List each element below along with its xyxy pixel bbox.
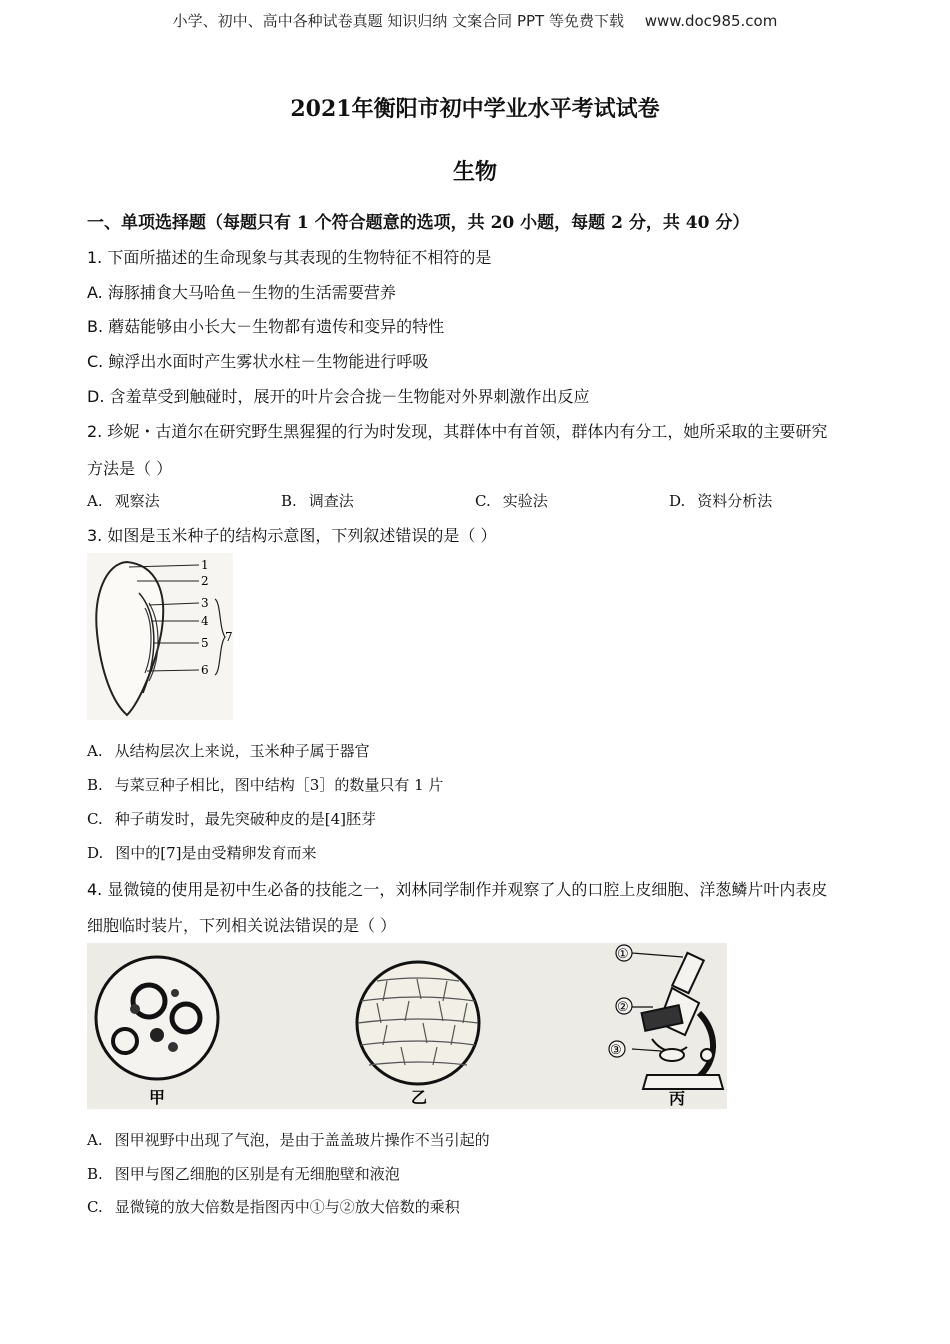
microscope-label-2: ② [617, 1000, 629, 1015]
page-header [0, 10, 950, 31]
q1-option-d: D. 含羞草受到触碰时，展开的叶片会合拢－生物能对外界刺激作出反应 [87, 387, 590, 406]
q2-option-c: C. 实验法 [475, 492, 548, 510]
header-site-link[interactable]: www.doc985.com [644, 12, 778, 30]
view-yi-circle [357, 962, 479, 1084]
q4-option-c: C. 显微镜的放大倍数是指图丙中①与②放大倍数的乘积 [87, 1198, 460, 1216]
view-jia [96, 957, 218, 1079]
microscope-base [643, 1075, 723, 1089]
label-7: 7 [225, 630, 233, 644]
q3-option-a: A. 从结构层次上来说，玉米种子属于器官 [87, 742, 370, 760]
exam-title: 2021年衡阳市初中学业水平考试试卷 [290, 96, 660, 122]
q3-option-c: C. 种子萌发时，最先突破种皮的是[4]胚芽 [87, 810, 376, 828]
q2-stem-line1: 2. 珍妮・古道尔在研究野生黑猩猩的行为时发现，其群体中有首领，群体内有分工，她所采取的主要研究 [87, 422, 828, 441]
microscope-figure [87, 943, 727, 1109]
corn-seed-figure [87, 553, 233, 720]
label-yi: 乙 [411, 1088, 428, 1107]
q4-stem-line2: 细胞临时装片，下列相关说法错误的是（ ） [87, 916, 397, 935]
microscope-label-3: ③ [610, 1043, 622, 1058]
q1-option-a: A. 海豚捕食大马哈鱼－生物的生活需要营养 [87, 283, 396, 302]
q2-stem-line2: 方法是（ ） [87, 459, 173, 478]
label-bing: 丙 [669, 1089, 686, 1108]
focus-knob [701, 1049, 713, 1061]
q4-option-b: B. 图甲与图乙细胞的区别是有无细胞壁和液泡 [87, 1165, 400, 1183]
label-6: 6 [201, 663, 209, 677]
header-text: 小学、初中、高中各种试卷真题 知识归纳 文案合同 PPT 等免费下载 [172, 12, 624, 30]
label-3: 3 [201, 596, 209, 610]
q3-stem: 3. 如图是玉米种子的结构示意图，下列叙述错误的是（ ） [87, 526, 497, 545]
label-jia: 甲 [149, 1088, 166, 1107]
cell-dot-3 [130, 1004, 140, 1014]
q3-option-b: B. 与菜豆种子相比，图中结构［3］的数量只有 1 片 [87, 776, 444, 794]
exam-subject: 生物 [452, 159, 497, 185]
q1-option-c: C. 鲸浮出水面时产生雾状水柱－生物能进行呼吸 [87, 352, 429, 371]
q2-option-a: A. 观察法 [87, 492, 160, 510]
cell-dot-1 [150, 1028, 164, 1042]
view-yi [357, 962, 479, 1084]
q1-stem: 1. 下面所描述的生命现象与其表现的生物特征不相符的是 [87, 248, 492, 267]
label-4: 4 [201, 614, 209, 628]
label-1: 1 [201, 558, 209, 572]
q3-option-d: D. 图中的[7]是由受精卵发育而来 [87, 844, 317, 862]
cell-dot-2 [168, 1042, 178, 1052]
q1-option-b: B. 蘑菇能够由小长大－生物都有遗传和变异的特性 [87, 317, 445, 336]
section-heading: 一、单项选择题（每题只有 1 个符合题意的选项，共 20 小题，每题 2 分，共 40 分） [87, 213, 750, 233]
reflector-mirror [660, 1049, 684, 1061]
label-2: 2 [201, 574, 209, 588]
cell-dot-4 [171, 989, 179, 997]
label-5: 5 [201, 636, 209, 650]
q2-option-b: B. 调查法 [281, 492, 354, 510]
microscope-label-1: ① [617, 947, 629, 962]
q4-stem-line1: 4. 显微镜的使用是初中生必备的技能之一，刘林同学制作并观察了人的口腔上皮细胞、洋葱鳞片叶内表皮 [87, 880, 828, 899]
q4-option-a: A. 图甲视野中出现了气泡，是由于盖盖玻片操作不当引起的 [87, 1131, 490, 1149]
q2-option-d: D. 资料分析法 [669, 492, 773, 510]
